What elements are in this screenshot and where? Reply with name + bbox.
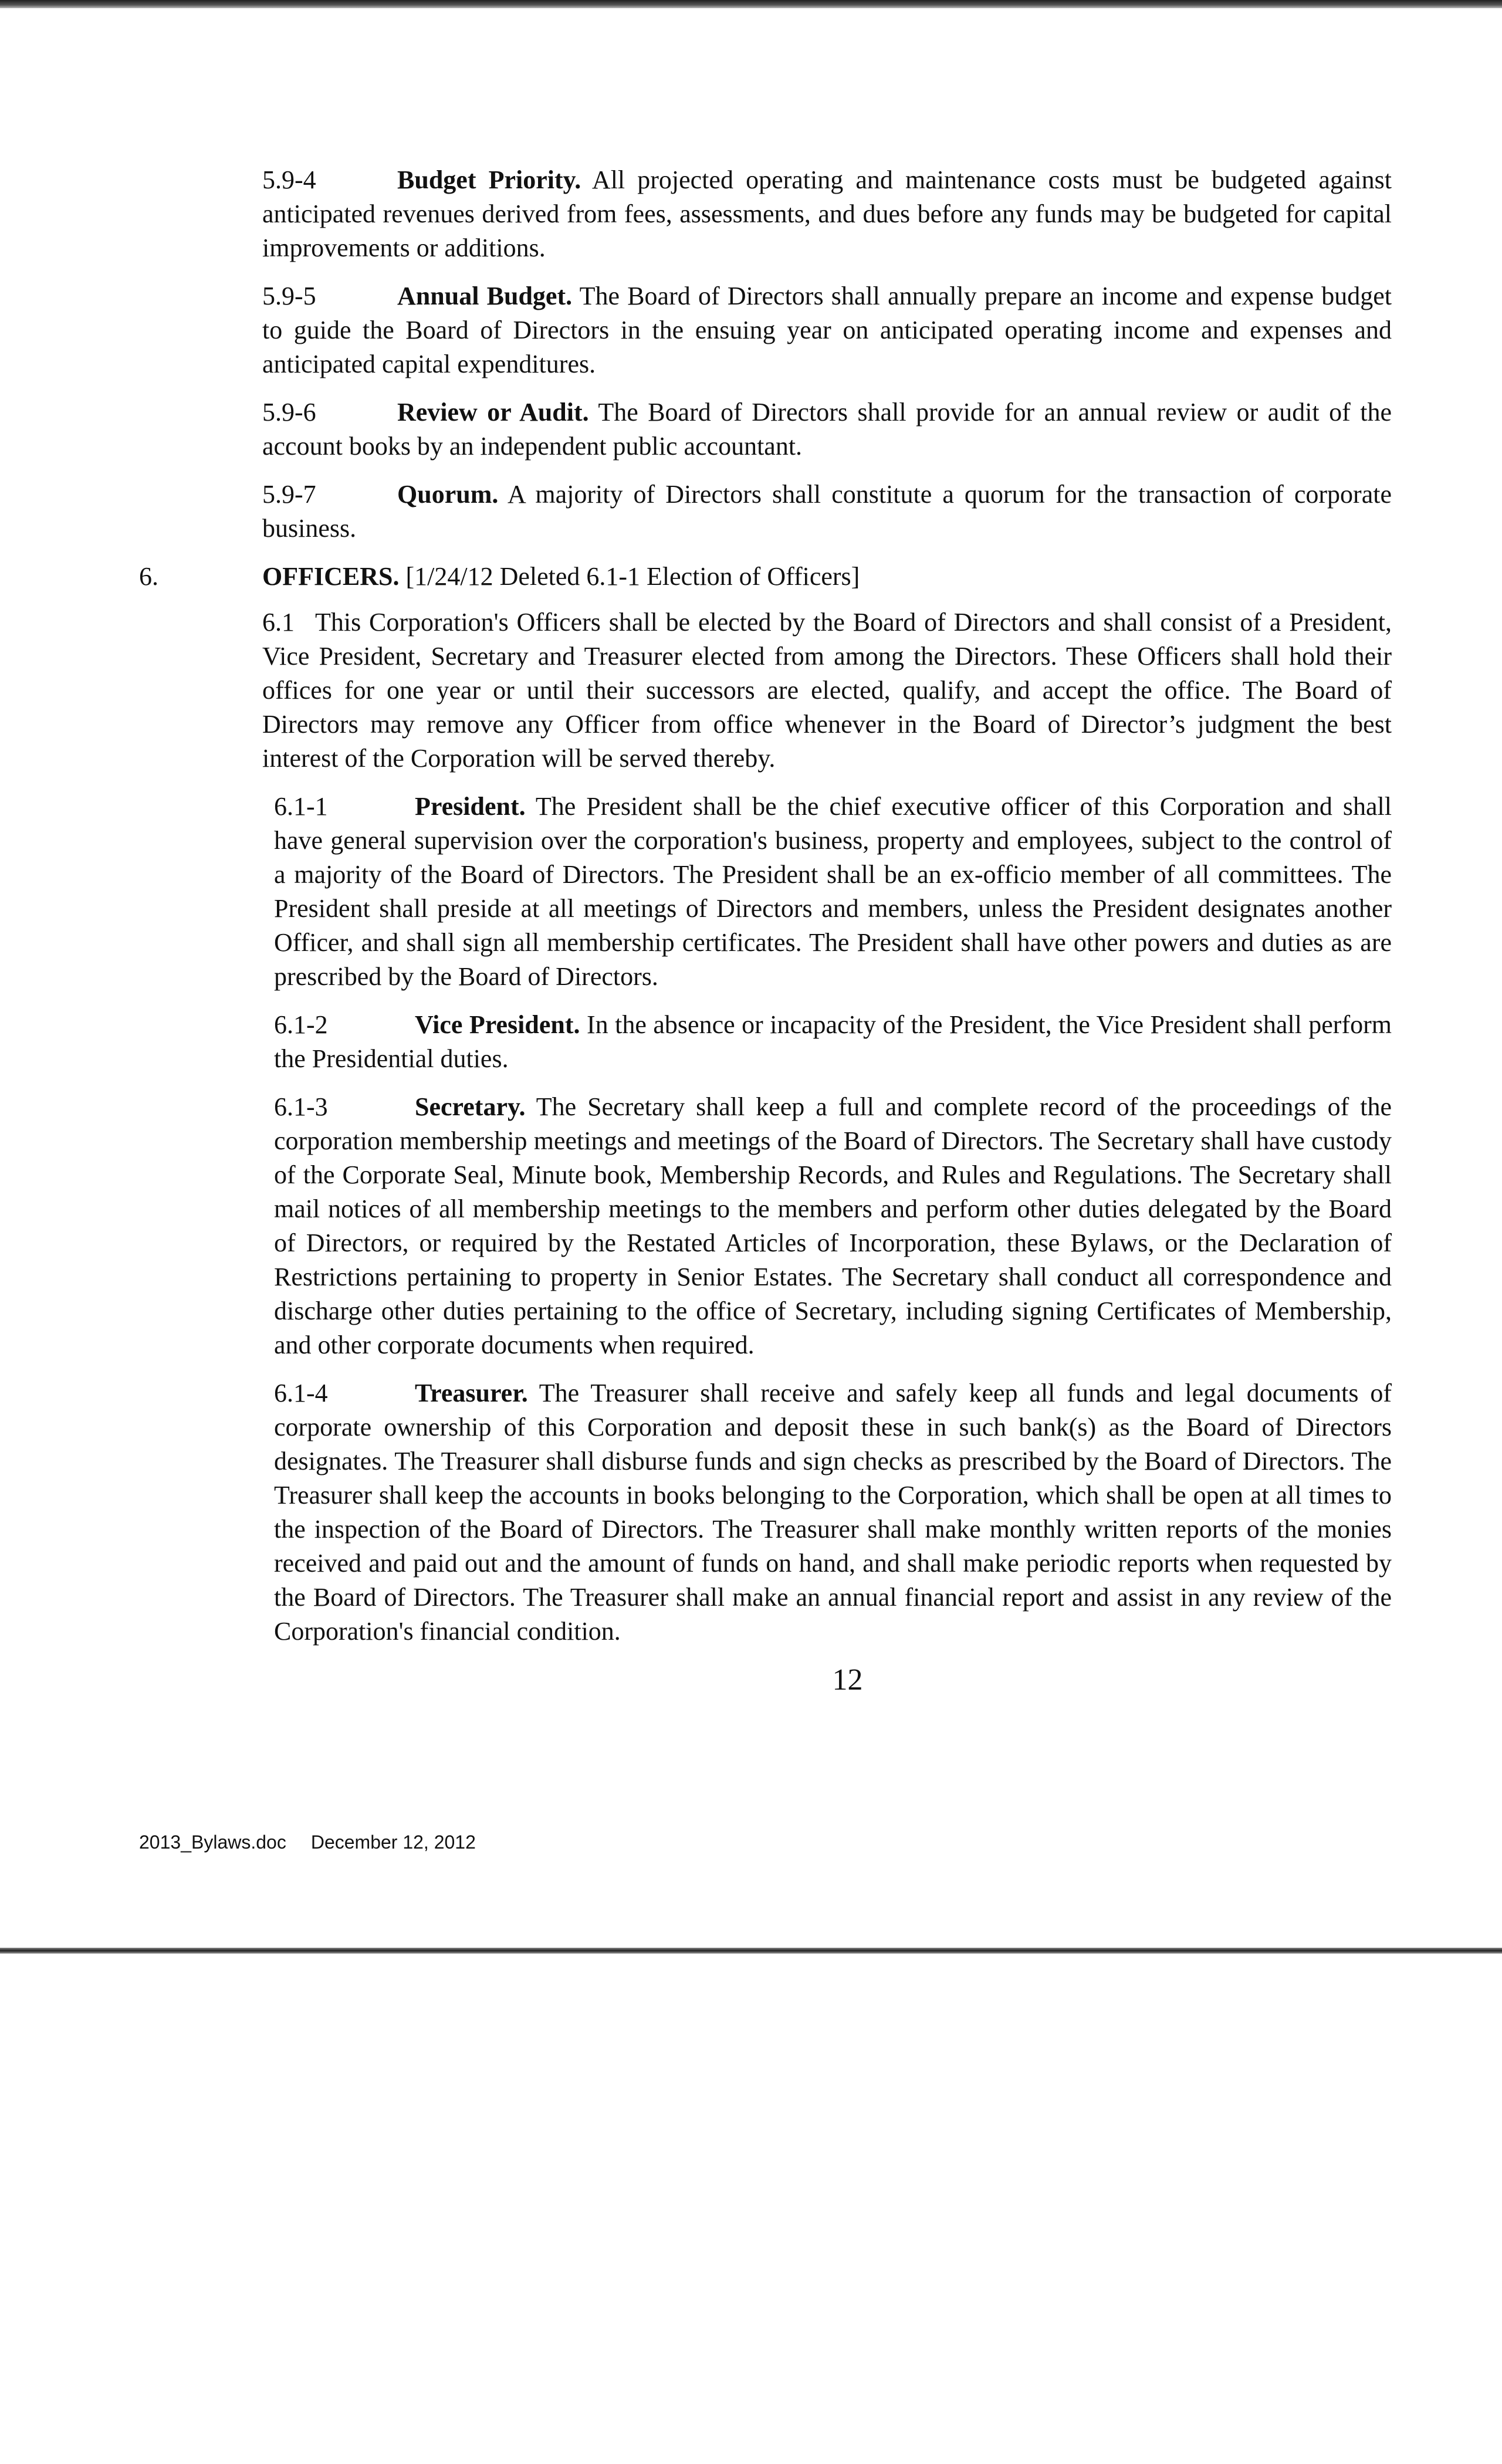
- section-6-1-4: [274, 1376, 1392, 1649]
- section-number: 6.1: [262, 608, 295, 637]
- section-6-1-3: [274, 1090, 1392, 1362]
- section-number: 6.1-1: [274, 792, 328, 821]
- document-footer: [139, 1830, 476, 1854]
- section-5-9-5: [262, 279, 1392, 381]
- section-number: 5.9-4: [262, 165, 316, 194]
- section-number: 5.9-5: [262, 282, 316, 310]
- section-text: This Corporation's Officers shall be elected by the Board of Directors and shall consist of a President, Vice President, Secretary and Treasurer elected from among the Directors. These Officers shall hold their offices for one year or until their successors are elected, qualify, and accept the office. The Board of Directors may remove any Officer from office whenever in the Board of Director’s judgment the best interest of the Corporation will be served thereby.: [262, 608, 1392, 773]
- section-text: The Board of Directors shall provide for an annual review or audit of the account books by an independent public accountant.: [262, 398, 1392, 461]
- scan-edge-top: [0, 0, 1502, 8]
- section-5-9-6: [262, 395, 1392, 463]
- section-title: Budget Priority.: [397, 165, 581, 194]
- page-number: 12: [832, 1663, 863, 1697]
- officer-subsections: [274, 790, 1392, 1649]
- section-number: 6.1-3: [274, 1092, 328, 1121]
- footer-filename: 2013_Bylaws.doc: [139, 1832, 286, 1853]
- section-number: 5.9-7: [262, 480, 316, 509]
- section-text: All projected operating and maintenance costs must be budgeted against anticipated revenues derived from fees, assessments, and dues before any funds may be budgeted for capital improvements or additions.: [262, 165, 1392, 262]
- section-title: President.: [415, 792, 526, 821]
- section-title: OFFICERS.: [262, 562, 400, 591]
- section-text: The Treasurer shall receive and safely keep all funds and legal documents of corporate ownership of this Corporation and deposit these in such bank(s) as the Board of Directors designates. The Treasurer shall disburse funds and sign checks as prescribed by the Board of Directors. The Treasurer shall keep the accounts in books belonging to the Corporation, which shall be open at all times to the inspection of the Board of Directors. The Treasurer shall make monthly written reports of the monies received and paid out and the amount of funds on hand, and shall make periodic reports when requested by the Board of Directors. The Treasurer shall make an annual financial report and assist in any review of the Corporation's financial condition.: [274, 1379, 1392, 1646]
- section-number: 6.1-2: [274, 1010, 328, 1039]
- section-6-1-1: [274, 790, 1392, 994]
- section-text: The Board of Directors shall annually prepare an income and expense budget to guide the Board of Directors in the ensuing year on anticipated operating income and expenses and anticipated capital expenditures.: [262, 282, 1392, 378]
- section-number: 6.1-4: [274, 1379, 328, 1407]
- section-title: Secretary.: [415, 1092, 526, 1121]
- section-text: The Secretary shall keep a full and complete record of the proceedings of the corporation membership meetings and meetings of the Board of Directors. The Secretary shall have custody of the Corporate Seal, Minute book, Membership Records, and Rules and Regulations. The Secretary shall mail notices of all membership meetings to the members and perform other duties delegated by the Board of Directors, or required by the Restated Articles of Incorporation, these Bylaws, or the Declaration of Restrictions pertaining to property in Senior Estates. The Secretary shall conduct all correspondence and discharge other duties pertaining to the office of Secretary, including signing Certificates of Membership, and other corporate documents when required.: [274, 1092, 1392, 1359]
- section-number: 6.: [139, 562, 158, 591]
- scan-edge-bottom: [0, 1948, 1502, 1954]
- section-text: In the absence or incapacity of the President, the Vice President shall perform the Presidential duties.: [274, 1010, 1392, 1073]
- footer-date: December 12, 2012: [310, 1832, 476, 1853]
- section-6-heading: [139, 560, 1392, 594]
- section-title: Quorum.: [397, 480, 499, 509]
- section-title: Treasurer.: [415, 1379, 528, 1407]
- section-title: Annual Budget.: [397, 282, 573, 310]
- section-6-1: [262, 605, 1392, 776]
- document-page: [139, 163, 1392, 1698]
- section-5-9-4: [262, 163, 1392, 265]
- section-title: Vice President.: [415, 1010, 580, 1039]
- section-number: 5.9-6: [262, 398, 316, 427]
- section-title: Review or Audit.: [397, 398, 589, 427]
- section-5-9-7: [262, 478, 1392, 546]
- section-text: The President shall be the chief executive officer of this Corporation and shall have general supervision over the corporation's business, property and employees, subject to the control of a majority of the Board of Directors. The President shall be an ex-officio member of all committees. The President shall preside at all meetings of Directors and members, unless the President designates another Officer, and shall sign all membership certificates. The President shall have other powers and duties as are prescribed by the Board of Directors.: [274, 792, 1392, 991]
- section-6-1-2: [274, 1008, 1392, 1076]
- section-text: A majority of Directors shall constitute a quorum for the transaction of corporate business.: [262, 480, 1392, 543]
- section-note: [1/24/12 Deleted 6.1-1 Election of Officers]: [399, 562, 860, 591]
